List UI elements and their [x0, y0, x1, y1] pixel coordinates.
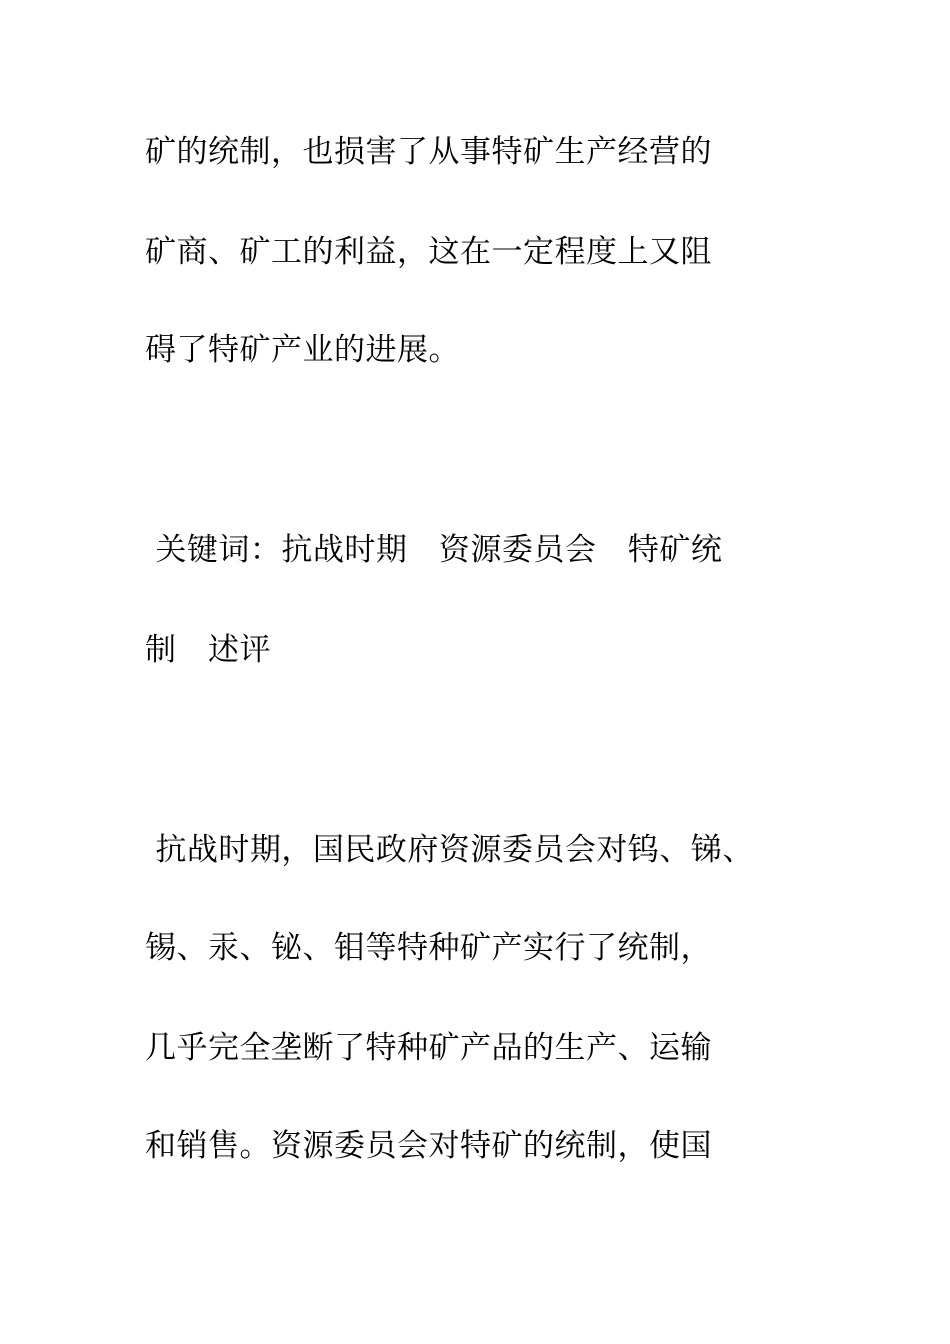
abstract-line-1: 矿的统制，也损害了从事特矿生产经营的 — [145, 134, 712, 170]
body-line-1: 抗战时期，国民政府资源委员会对钨、锑、 — [145, 832, 754, 868]
body-line-2: 锡、汞、铋、钼等特种矿产实行了统制， — [145, 930, 712, 966]
keywords-line-2: 制 述评 — [145, 632, 271, 668]
keywords-line-1: 关键词：抗战时期 资源委员会 特矿统 — [145, 532, 723, 568]
abstract-line-3: 碍了特矿产业的进展。 — [145, 332, 460, 368]
abstract-line-2: 矿商、矿工的利益，这在一定程度上又阻 — [145, 234, 712, 270]
body-line-4: 和销售。资源委员会对特矿的统制，使国 — [145, 1128, 712, 1164]
body-line-3: 几乎完全垄断了特种矿产品的生产、运输 — [145, 1030, 712, 1066]
